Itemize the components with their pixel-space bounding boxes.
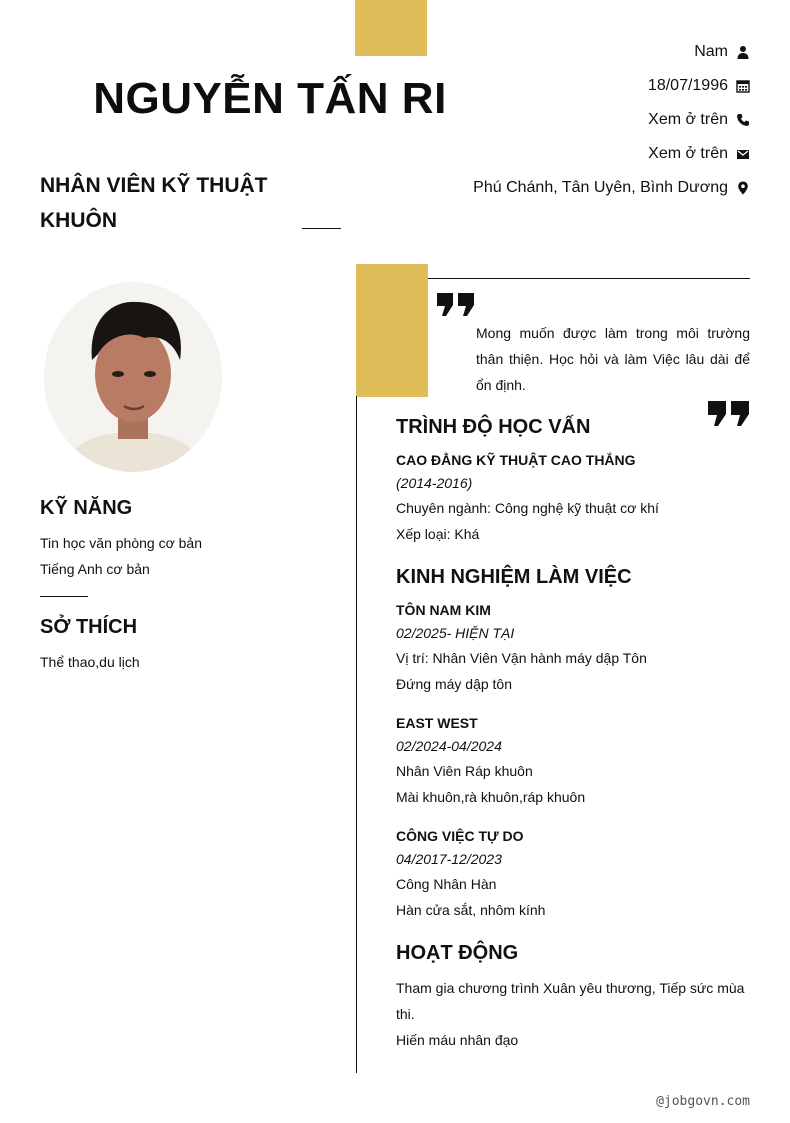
- location-icon: [736, 180, 750, 196]
- quote-open-icon: [437, 293, 475, 322]
- section-divider: [40, 596, 88, 597]
- job-company: CÔNG VIỆC TỰ DO: [396, 828, 524, 844]
- column-divider: [356, 396, 357, 1073]
- address-text: Phú Chánh, Tân Uyên, Bình Dương: [473, 179, 728, 196]
- activity-item: Tham gia chương trình Xuân yêu thương, Tiếp sức mùa thi.: [396, 980, 745, 1022]
- education-period: (2014-2016): [396, 475, 473, 491]
- skills-title: KỸ NĂNG: [40, 497, 133, 519]
- job-company: TÔN NAM KIM: [396, 602, 491, 618]
- education-grade: Xếp loại: Khá: [396, 526, 480, 542]
- job-period: 02/2024-04/2024: [396, 738, 502, 754]
- gender-text: Nam: [694, 43, 728, 60]
- job-company: EAST WEST: [396, 715, 478, 731]
- contact-email: [330, 142, 750, 166]
- hobby-item: Thể thao,du lịch: [40, 654, 140, 670]
- quote-close-icon: [708, 401, 750, 432]
- contact-address: [330, 176, 750, 200]
- contact-dob: [330, 74, 750, 98]
- skill-item: Tiếng Anh cơ bản: [40, 561, 150, 577]
- calendar-icon: [736, 78, 750, 94]
- job-detail: Đứng máy dập tôn: [396, 676, 512, 692]
- job-detail: Công Nhân Hàn: [396, 876, 497, 892]
- job-detail: Vị trí: Nhân Viên Vận hành máy dập Tôn: [396, 650, 647, 666]
- hobbies-title: SỞ THÍCH: [40, 616, 138, 638]
- accent-block-quote: [356, 264, 428, 397]
- school-name: CAO ĐẲNG KỸ THUẬT CAO THẮNG: [396, 452, 636, 468]
- job-title: NHÂN VIÊN KỸ THUẬT KHUÔN: [40, 174, 268, 232]
- email-text: Xem ở trên: [648, 145, 728, 162]
- education-major: Chuyên ngành: Công nghệ kỹ thuật cơ khí: [396, 500, 659, 516]
- avatar: [44, 282, 222, 472]
- activities-title: HOẠT ĐỘNG: [396, 942, 519, 964]
- job-detail: Mài khuôn,rà khuôn,ráp khuôn: [396, 789, 586, 805]
- experience-title: KINH NGHIỆM LÀM VIỆC: [396, 566, 632, 588]
- job-period: 04/2017-12/2023: [396, 851, 502, 867]
- job-period: 02/2025- HIỆN TẠI: [396, 625, 515, 641]
- job-detail: Nhân Viên Ráp khuôn: [396, 763, 533, 779]
- contact-phone: [330, 108, 750, 132]
- education-title: TRÌNH ĐỘ HỌC VẤN: [396, 416, 591, 438]
- contact-gender: [330, 40, 750, 64]
- skill-item: Tin học văn phòng cơ bản: [40, 535, 202, 551]
- footer-watermark: @jobgovn.com: [656, 1094, 750, 1109]
- career-objective: Mong muốn được làm trong môi trường thân thiện. Học hỏi và làm Việc lâu dài để ổn định.: [476, 325, 750, 393]
- phone-text: Xem ở trên: [648, 111, 728, 128]
- phone-icon: [736, 112, 750, 128]
- job-detail: Hàn cửa sắt, nhôm kính: [396, 902, 546, 918]
- quote-divider: [428, 278, 750, 279]
- activity-item: Hiến máu nhân đạo: [396, 1032, 519, 1048]
- title-divider: [302, 228, 341, 229]
- candidate-name: NGUYỄN TẤN RI: [93, 74, 447, 123]
- dob-text: 18/07/1996: [647, 77, 728, 94]
- mail-icon: [736, 146, 750, 162]
- user-icon: [736, 44, 750, 60]
